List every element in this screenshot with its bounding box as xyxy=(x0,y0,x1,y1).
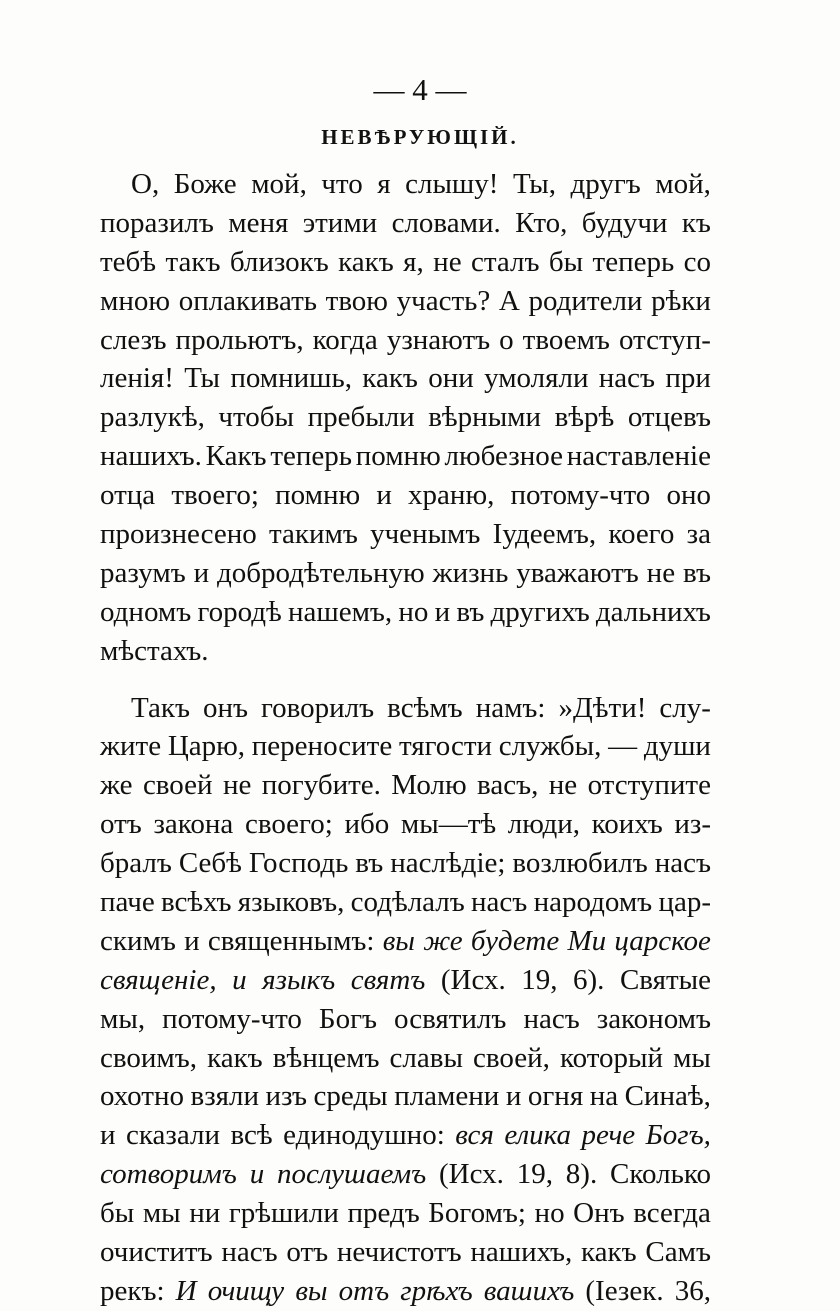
italic-word: вся xyxy=(455,1119,494,1152)
body-text xyxy=(100,165,711,1311)
word: произнесено xyxy=(100,518,257,551)
word: языковъ, xyxy=(237,886,345,919)
word: Молю xyxy=(391,769,467,802)
word: помню xyxy=(355,440,441,473)
text-line xyxy=(100,204,711,243)
word: А xyxy=(498,284,520,317)
word: коего xyxy=(608,518,675,551)
italic-word: послушаемъ xyxy=(277,1158,427,1191)
word: тягости xyxy=(398,730,493,763)
word: прольютъ, xyxy=(175,323,304,356)
word: насъ xyxy=(654,847,711,880)
word: въ xyxy=(682,556,711,589)
word: на xyxy=(589,1080,619,1113)
word: который xyxy=(559,1041,663,1074)
word: всегда xyxy=(633,1197,711,1230)
word: мы xyxy=(673,1041,711,1074)
word: 19, xyxy=(521,963,558,996)
word: 6). xyxy=(573,963,605,996)
word: грѣшили xyxy=(228,1197,339,1230)
word: за xyxy=(686,518,711,551)
italic-word: рече xyxy=(581,1119,636,1152)
word: вѣнцемъ xyxy=(272,1041,380,1074)
word: 19, xyxy=(516,1158,553,1191)
text-line xyxy=(100,1000,711,1039)
word: пребыли xyxy=(307,401,415,434)
italic-word: сотворимъ xyxy=(100,1158,237,1191)
word: но xyxy=(398,595,429,628)
word: Какъ xyxy=(205,440,267,473)
word: наставленіе xyxy=(566,440,711,473)
italic-word: священіе, xyxy=(100,963,217,996)
word: Сколько xyxy=(610,1158,711,1191)
word: близокъ xyxy=(229,245,329,278)
word: сказали xyxy=(126,1119,220,1152)
word: какъ xyxy=(581,1236,637,1269)
word: пламени xyxy=(394,1080,500,1113)
text-line xyxy=(100,554,711,593)
word: словами. xyxy=(391,206,501,239)
word: разумъ xyxy=(100,556,186,589)
word: мѣстахъ. xyxy=(100,634,209,667)
text-line xyxy=(100,282,711,321)
word: огня xyxy=(527,1080,584,1113)
word: насъ xyxy=(221,1236,278,1269)
word: чтобы xyxy=(218,401,295,434)
text-line xyxy=(100,321,711,360)
word: возлюбилъ xyxy=(512,847,648,880)
word: теперь xyxy=(270,440,352,473)
word: будучи xyxy=(581,206,668,239)
word: среды xyxy=(313,1080,388,1113)
word: оплакивать xyxy=(178,284,317,317)
italic-word: очищу xyxy=(207,1274,285,1307)
word: бралъ xyxy=(100,847,172,880)
word: предъ xyxy=(347,1197,420,1230)
word: намъ: xyxy=(475,691,546,724)
word: и xyxy=(193,556,210,589)
word: умоляли xyxy=(484,362,589,395)
word: уважаютъ xyxy=(516,556,639,589)
word: слезъ xyxy=(100,323,167,356)
word: Богомъ; xyxy=(428,1197,526,1230)
word: погубите. xyxy=(261,769,381,802)
word: со xyxy=(683,245,711,278)
word: теперь xyxy=(592,245,675,278)
word: Іудеемъ, xyxy=(492,518,597,551)
text-line xyxy=(100,632,711,671)
word: из- xyxy=(674,808,711,841)
italic-word: вы xyxy=(382,924,415,957)
italic-word: вашихъ xyxy=(483,1274,575,1307)
text-line xyxy=(100,883,711,922)
word: изъ xyxy=(265,1080,308,1113)
text-line xyxy=(100,243,711,282)
italic-word: отъ xyxy=(338,1274,390,1307)
word: Царю, xyxy=(167,730,246,763)
word: скимъ xyxy=(100,924,176,957)
word: какъ xyxy=(207,1041,263,1074)
word: ученымъ xyxy=(370,518,481,551)
word: Синаѣ, xyxy=(624,1080,711,1113)
italic-word: царское xyxy=(614,924,711,957)
word: »Дѣти! xyxy=(558,691,647,724)
word: своей xyxy=(142,769,213,802)
word: узнаютъ xyxy=(386,323,491,356)
italic-word: святъ xyxy=(350,963,426,996)
word: всѣхъ xyxy=(160,886,232,919)
word: Боже xyxy=(173,168,237,200)
word: нашемъ, xyxy=(287,595,393,628)
word: ни xyxy=(189,1197,221,1230)
word: службы, xyxy=(498,730,602,763)
word: они xyxy=(428,362,474,395)
italic-word: елика xyxy=(504,1119,571,1152)
word: насъ xyxy=(598,362,656,395)
word: васъ, xyxy=(477,769,539,802)
word: жизнь xyxy=(432,556,509,589)
word: отъ xyxy=(286,1236,329,1269)
text-line xyxy=(100,1155,711,1194)
word: сталъ xyxy=(470,245,540,278)
word: помню xyxy=(275,479,361,512)
text-line xyxy=(100,1233,711,1272)
word: (Исх. xyxy=(440,963,506,996)
word: любезное xyxy=(444,440,563,473)
word: Господь xyxy=(248,847,349,880)
word: отцевъ xyxy=(627,401,711,434)
italic-word: и xyxy=(249,1158,265,1191)
word: души xyxy=(643,730,711,763)
word: единодушно: xyxy=(283,1119,445,1152)
word: оно xyxy=(666,479,711,512)
word: мой, xyxy=(251,168,307,200)
word: поразилъ xyxy=(100,206,214,239)
word: одномъ xyxy=(100,595,192,628)
text-line xyxy=(100,165,711,204)
word: Себѣ xyxy=(178,847,242,880)
italic-word: вы xyxy=(295,1274,328,1307)
word: (Исх. xyxy=(439,1158,504,1191)
text-line xyxy=(100,961,711,1000)
text-line xyxy=(100,515,711,554)
word: переносите xyxy=(251,730,393,763)
word: нечистотъ xyxy=(336,1236,462,1269)
word: Ты, xyxy=(512,168,556,200)
word: и xyxy=(434,595,451,628)
word: разлукѣ, xyxy=(100,401,205,434)
italic-word: же xyxy=(423,924,463,957)
word: содѣлалъ xyxy=(350,886,465,919)
word: всѣмъ xyxy=(387,691,463,724)
word: мы, xyxy=(100,1002,146,1035)
word: закона xyxy=(153,808,234,841)
word: храню, xyxy=(408,479,495,512)
text-line xyxy=(100,922,711,961)
word: какъ xyxy=(338,245,394,278)
text-line xyxy=(100,1194,711,1233)
word: Ты xyxy=(184,362,220,395)
word: ибо xyxy=(344,808,390,841)
word: отступ- xyxy=(618,323,711,356)
word: отъ xyxy=(100,808,142,841)
word: Такъ xyxy=(131,691,190,724)
word: потому-что xyxy=(510,479,651,512)
word: онъ xyxy=(202,691,248,724)
word: въ xyxy=(456,595,485,628)
word: и xyxy=(376,479,392,512)
word: городѣ xyxy=(197,595,282,628)
text-line xyxy=(100,1272,711,1311)
word: дальнихъ xyxy=(595,595,711,628)
word: своимъ, xyxy=(100,1041,197,1074)
section-heading: НЕВѢРУЮЩІЙ. xyxy=(321,125,519,149)
word: не xyxy=(548,769,578,802)
word: бы xyxy=(548,245,584,278)
word: другихъ xyxy=(490,595,590,628)
word: цар- xyxy=(658,886,711,919)
italic-word: Богъ, xyxy=(645,1119,711,1152)
word: коихъ xyxy=(591,808,663,841)
word: вѣрѣ xyxy=(554,401,615,434)
word: но xyxy=(534,1197,565,1230)
text-line xyxy=(100,437,711,476)
word: тебѣ xyxy=(100,245,157,278)
word: всѣ xyxy=(230,1119,273,1152)
word: очиститъ xyxy=(100,1236,213,1269)
word: твоего; xyxy=(171,479,259,512)
italic-word: и xyxy=(232,963,247,996)
word: я, xyxy=(403,245,424,278)
word: — xyxy=(608,730,638,763)
word: отступите xyxy=(587,769,711,802)
word: не xyxy=(433,245,462,278)
word: насъ xyxy=(471,886,528,919)
word: Кто, xyxy=(515,206,568,239)
word: бы xyxy=(100,1197,135,1230)
word: къ xyxy=(681,206,711,239)
word: и xyxy=(100,1119,116,1152)
word: Богъ xyxy=(318,1002,377,1035)
italic-word: Ми xyxy=(567,924,607,957)
word: 8). xyxy=(565,1158,598,1191)
italic-word: И xyxy=(175,1274,197,1307)
text-line xyxy=(100,1116,711,1155)
word: я xyxy=(377,168,391,200)
italic-word: грѣхъ xyxy=(400,1274,473,1307)
word: меня xyxy=(228,206,289,239)
text-line xyxy=(100,1039,711,1078)
text-line xyxy=(100,476,711,515)
word: добродѣтельную xyxy=(217,556,425,589)
text-line xyxy=(100,398,711,437)
word: помнишь, xyxy=(230,362,352,395)
word: не xyxy=(646,556,676,589)
word: и xyxy=(184,924,200,957)
word: закономъ xyxy=(596,1002,711,1035)
word: Онъ xyxy=(573,1197,625,1230)
word: священнымъ: xyxy=(207,924,375,957)
word: при xyxy=(665,362,711,395)
word: отца xyxy=(100,479,156,512)
word: своей, xyxy=(473,1041,550,1074)
word: о xyxy=(499,323,514,356)
word: мною xyxy=(100,284,171,317)
word: охотно xyxy=(100,1080,184,1113)
word: говорилъ xyxy=(261,691,375,724)
word: слышу! xyxy=(405,168,499,200)
text-line xyxy=(100,593,711,632)
page-number: — 4 — xyxy=(373,72,467,107)
word: рекъ: xyxy=(100,1274,165,1307)
word: насъ xyxy=(523,1002,580,1035)
italic-word: языкъ xyxy=(262,963,336,996)
word: что xyxy=(321,168,363,200)
word: мы xyxy=(142,1197,181,1230)
word: жите xyxy=(100,730,162,763)
word: рѣки xyxy=(651,284,711,317)
word: въ xyxy=(355,847,384,880)
word: освятилъ xyxy=(394,1002,507,1035)
word: мы—тѣ xyxy=(400,808,497,841)
word: и xyxy=(505,1080,522,1113)
word: слу- xyxy=(659,691,711,724)
word: вѣрными xyxy=(428,401,542,434)
word: потому-что xyxy=(162,1002,302,1035)
word: взяли xyxy=(190,1080,259,1113)
text-line xyxy=(100,359,711,398)
word: своего; xyxy=(244,808,333,841)
text-line xyxy=(100,727,711,766)
word: паче xyxy=(100,886,155,919)
text-line xyxy=(100,689,711,728)
word: какъ xyxy=(362,362,418,395)
word: (Іезек. xyxy=(585,1274,664,1307)
word: нашихъ, xyxy=(470,1236,573,1269)
word: же xyxy=(100,769,133,802)
word: наслѣдіе; xyxy=(390,847,506,880)
word: люди, xyxy=(507,808,580,841)
word: ленія! xyxy=(100,362,174,395)
word: не xyxy=(222,769,252,802)
word: такъ xyxy=(165,245,221,278)
word: такимъ xyxy=(268,518,358,551)
word: когда xyxy=(312,323,378,356)
word: О, xyxy=(131,168,160,200)
word: 36, xyxy=(674,1274,711,1307)
word: славы xyxy=(389,1041,463,1074)
text-line xyxy=(100,844,711,883)
italic-word: будете xyxy=(470,924,560,957)
word: твою xyxy=(325,284,388,317)
text-line xyxy=(100,766,711,805)
word: другъ xyxy=(570,168,641,200)
word: участь? xyxy=(396,284,491,317)
word: родители xyxy=(528,284,643,317)
word: Святые xyxy=(619,963,711,996)
text-line xyxy=(100,805,711,844)
word: твоемъ xyxy=(522,323,610,356)
word: этими xyxy=(302,206,378,239)
word: мой, xyxy=(655,168,711,200)
text-line xyxy=(100,1077,711,1116)
word: Самъ xyxy=(645,1236,711,1269)
word: нашихъ. xyxy=(100,440,202,473)
word: народомъ xyxy=(533,886,653,919)
